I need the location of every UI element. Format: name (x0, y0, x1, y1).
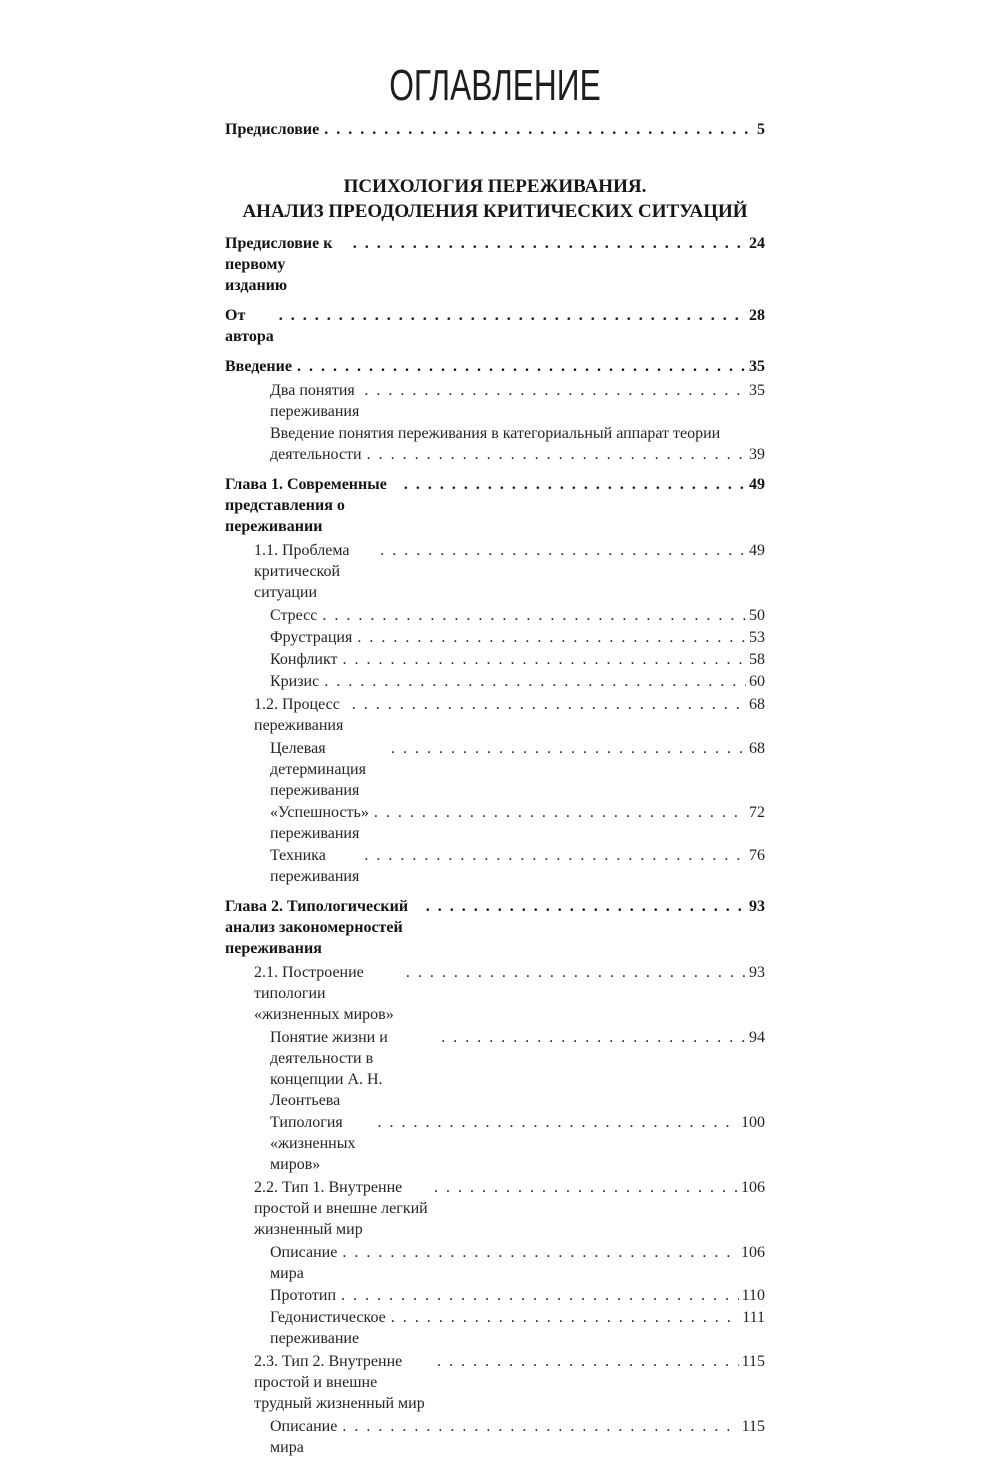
toc-entry (270, 738, 765, 801)
dot-leader (364, 845, 746, 866)
toc-entry-line (270, 671, 765, 692)
toc-page-number: 35 (749, 358, 765, 375)
toc-entry-line (270, 627, 765, 648)
dot-leader (342, 1242, 738, 1263)
toc-page-number: 106 (741, 1179, 765, 1196)
toc-page-number: 111 (742, 1309, 765, 1326)
toc-entry-line (254, 694, 765, 736)
toc-content (225, 0, 765, 1459)
toc-entry (270, 671, 765, 692)
toc-page-number: 93 (749, 964, 765, 981)
toc-entry (270, 649, 765, 670)
dot-leader (367, 444, 746, 465)
toc-entry-line (225, 474, 765, 537)
dot-leader (279, 305, 746, 326)
toc-entry-label: 1.2. Процесс переживания (254, 696, 344, 734)
toc-entry-line (270, 444, 765, 465)
toc-entry (225, 896, 765, 959)
toc-page-number: 72 (749, 804, 765, 821)
toc-page-number: 93 (749, 898, 765, 915)
toc-page-number: 68 (749, 696, 765, 713)
toc-entry-line (270, 1307, 765, 1349)
dot-leader (324, 119, 754, 140)
toc-entry (225, 119, 765, 140)
toc-entry (270, 1242, 765, 1284)
toc-entry-label: Предисловие (225, 121, 320, 138)
dot-leader (391, 1307, 739, 1328)
part-heading-line2: АНАЛИЗ ПРЕОДОЛЕНИЯ КРИТИЧЕСКИХ СИТУАЦИЙ (242, 201, 748, 222)
toc-page-number: 53 (749, 629, 765, 646)
toc-page-number: 115 (741, 1418, 765, 1435)
dot-leader (441, 1027, 746, 1048)
toc-entry (254, 540, 765, 603)
dot-leader (342, 1416, 738, 1437)
toc-entry-line (270, 649, 765, 670)
toc-page-number: 60 (749, 673, 765, 690)
dot-leader (374, 802, 746, 823)
toc-entry (254, 1177, 765, 1240)
toc-entry-label: Два понятия переживания (270, 382, 360, 420)
toc-page-number: 28 (749, 307, 765, 324)
toc-entry-line (270, 802, 765, 844)
toc-entry-label: «Успешность» переживания (270, 804, 369, 842)
toc-entry-line (225, 233, 765, 296)
dot-leader (377, 1112, 738, 1133)
toc-entry-line (270, 1285, 765, 1306)
toc-page-number: 100 (741, 1114, 765, 1131)
toc-entry-line (270, 380, 765, 422)
toc-entry (270, 1285, 765, 1306)
toc-entry-label: Стресс (270, 607, 318, 624)
toc-entry (270, 605, 765, 626)
toc-entry-line (270, 845, 765, 887)
toc-front-list (225, 119, 765, 140)
toc-page-number: 115 (741, 1353, 765, 1370)
toc-entry-label: 1.1. Проблема критической ситуации (254, 542, 350, 601)
dot-leader (324, 671, 746, 692)
toc-entry-line (270, 605, 765, 626)
toc-entry (270, 423, 765, 465)
dot-leader (341, 1285, 739, 1306)
toc-entry-label: Понятие жизни и деятельности в концепции А. Н. Леонтьева (270, 1029, 388, 1109)
toc-entry-label: Техника переживания (270, 847, 360, 885)
toc-page-number: 24 (749, 235, 765, 252)
toc-entry-label: Гедонистическое переживание (270, 1309, 386, 1347)
toc-entry (225, 474, 765, 537)
dot-leader (352, 694, 746, 715)
toc-entry (254, 694, 765, 736)
toc-page-number: 68 (749, 740, 765, 757)
toc-entry-line (225, 305, 765, 347)
dot-leader (364, 380, 746, 401)
dot-leader (404, 474, 746, 495)
dot-leader (353, 233, 746, 254)
toc-entry-line (225, 896, 765, 959)
toc-entry-label: деятельности (270, 446, 362, 463)
toc-entry-label: Прототип (270, 1287, 337, 1304)
toc-entry-label: 2.3. Тип 2. Внутренне простой и внешне трудный жизненный мир (254, 1353, 425, 1412)
toc-page-number: 110 (741, 1287, 765, 1304)
dot-leader (406, 962, 746, 983)
dot-leader (434, 1177, 738, 1198)
toc-entry (270, 1416, 765, 1458)
dot-leader (343, 649, 746, 670)
toc-entry-line (225, 119, 765, 140)
toc-entry-line (270, 738, 765, 801)
toc-entry-label: Целевая детерминация переживания (270, 740, 366, 799)
page-title: ОГЛАВЛЕНИЕ (389, 61, 601, 110)
toc-entry (225, 305, 765, 347)
toc-entry-line (270, 1112, 765, 1175)
toc-entry (225, 233, 765, 296)
toc-entry-line (254, 1177, 765, 1240)
toc-page-number: 94 (749, 1029, 765, 1046)
toc-page-number: 76 (749, 847, 765, 864)
toc-entry-label: Описание мира (270, 1244, 338, 1282)
toc-entry-label: 2.1. Построение типологии «жизненных миров» (254, 964, 394, 1023)
toc-entry-label: Предисловие к первому изданию (225, 235, 333, 294)
toc-entry-label: От автора (225, 307, 274, 345)
dot-leader (297, 356, 746, 377)
toc-entry-label: Глава 2. Типологический анализ закономерностей переживания (225, 898, 409, 957)
toc-entry-line (254, 1351, 765, 1414)
toc-entry (270, 845, 765, 887)
toc-entry-label: Введение (225, 358, 292, 375)
toc-entry-line (270, 1027, 765, 1111)
toc-entry (270, 380, 765, 422)
toc-entry-label: 2.2. Тип 1. Внутренне простой и внешне легкий жизненный мир (254, 1179, 428, 1238)
toc-page-number: 106 (741, 1244, 765, 1261)
toc-page-number: 49 (749, 476, 765, 493)
toc-entry (270, 1027, 765, 1111)
toc-entry-line (254, 962, 765, 1025)
toc-entry-label: Фрустрация (270, 629, 353, 646)
dot-leader (380, 540, 746, 561)
toc-entry (270, 1112, 765, 1175)
toc-entry (270, 802, 765, 844)
toc-entry-label: Глава 1. Современные представления о переживании (225, 476, 387, 535)
toc-entry-label: Конфликт (270, 651, 338, 668)
toc-page-number: 50 (749, 607, 765, 624)
toc-entry-label: Описание мира (270, 1418, 338, 1456)
toc-page-number: 35 (749, 382, 765, 399)
toc-entry-line (270, 1416, 765, 1458)
toc-page-number: 58 (749, 651, 765, 668)
toc-page-number: 49 (749, 542, 765, 559)
toc-entry-list (225, 233, 765, 1458)
toc-entry-line (254, 540, 765, 603)
toc-entry (254, 962, 765, 1025)
toc-entry-label: Типология «жизненных миров» (270, 1114, 356, 1173)
dot-leader (322, 605, 746, 626)
toc-entry (270, 1307, 765, 1349)
toc-entry-line (225, 356, 765, 377)
toc-page-number: 5 (757, 121, 765, 138)
toc-page-number: 39 (749, 446, 765, 463)
dot-leader (426, 896, 746, 917)
part-heading-line1: ПСИХОЛОГИЯ ПЕРЕЖИВАНИЯ. (343, 176, 647, 197)
dot-leader (437, 1351, 738, 1372)
toc-entry (225, 356, 765, 377)
toc-entry (270, 627, 765, 648)
toc-entry (254, 1351, 765, 1414)
dot-leader (391, 738, 746, 759)
toc-entry-label: Введение понятия переживания в категориальный аппарат теории (270, 425, 721, 442)
part-heading (225, 174, 765, 224)
dot-leader (357, 627, 746, 648)
toc-entry-label: Кризис (270, 673, 320, 690)
toc-entry-line (270, 1242, 765, 1284)
